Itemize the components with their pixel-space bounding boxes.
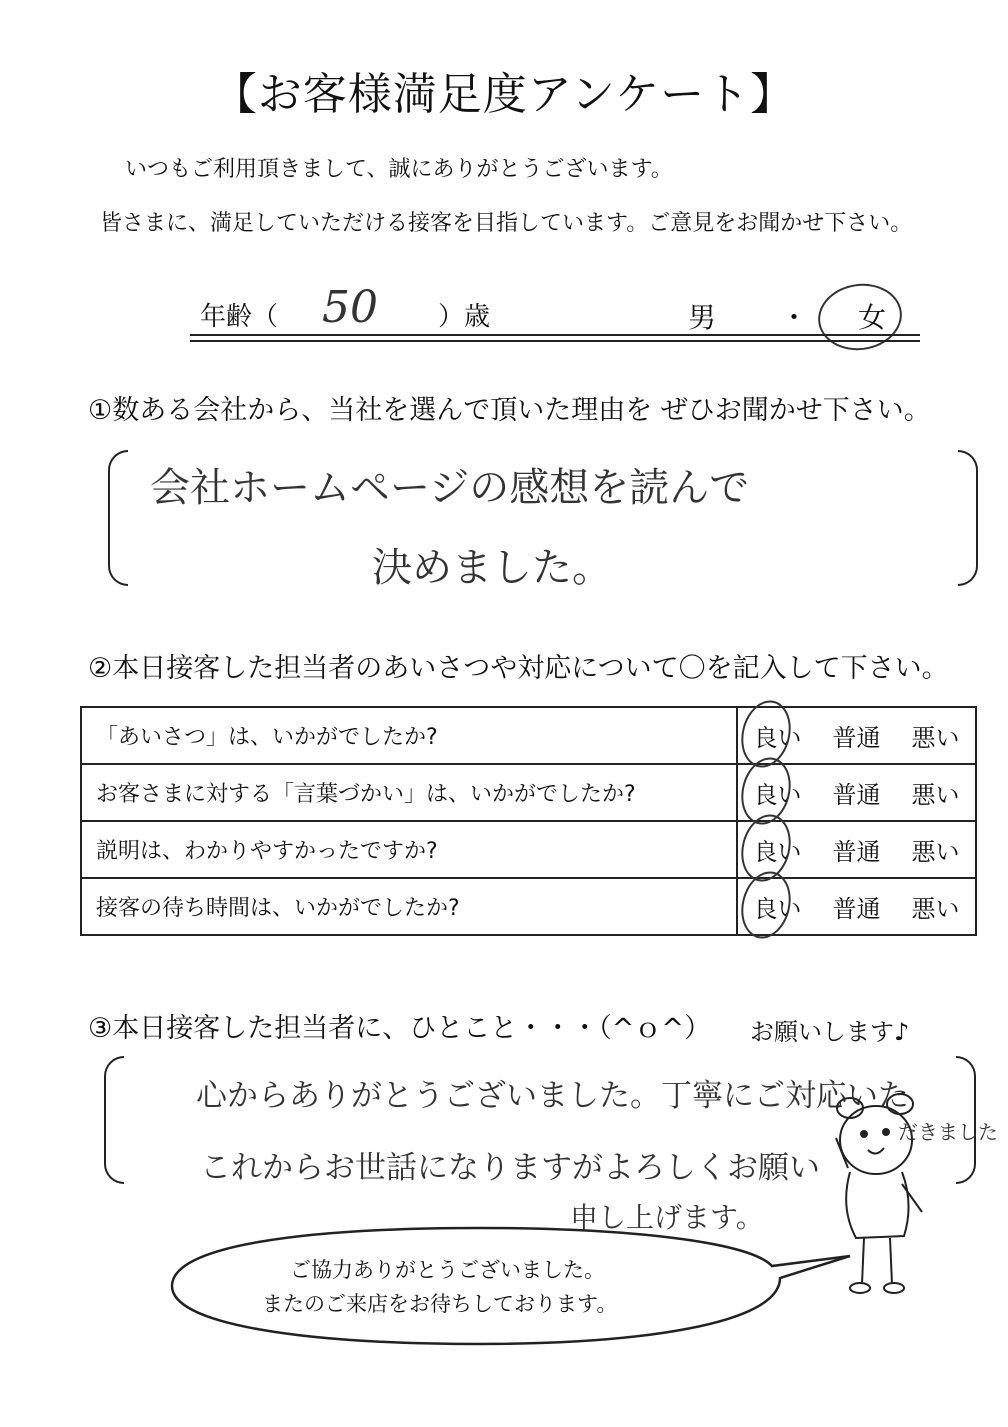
answer-3-left-bracket (104, 1056, 124, 1184)
age-value[interactable]: 50 (322, 282, 378, 333)
option-good[interactable]: 良い (750, 832, 806, 867)
option-bad[interactable]: 悪い (911, 838, 960, 866)
gender-selection-circle (814, 278, 906, 355)
answer-3-line-2[interactable]: だきました (898, 1120, 998, 1144)
closing-line-2: またのご来店をお待ちしております。 (262, 1292, 618, 1316)
option-normal[interactable]: 普通 (832, 895, 881, 923)
profile-underline-1 (190, 334, 920, 336)
request-text: お願いします♪ (750, 1018, 910, 1046)
option-good[interactable]: 良い (750, 718, 806, 753)
option-bad[interactable]: 悪い (911, 781, 960, 809)
option-good[interactable]: 良い (750, 889, 806, 924)
rating-question: 接客の待ち時間は、いかがでしたか? (81, 878, 737, 935)
option-bad[interactable]: 悪い (911, 724, 960, 752)
closing-line-1: ご協力ありがとうございました。 (290, 1258, 605, 1282)
gender-separator: ・ (780, 301, 809, 334)
question-1-label: ①数ある会社から、当社を選んで頂いた理由を ぜひお聞かせ下さい。 (88, 395, 931, 426)
gender-female[interactable]: 女 (858, 301, 887, 334)
question-3-label: ③本日接客した担当者に、ひとこと・・・（^ｏ^） (88, 1013, 711, 1044)
rating-question: 説明は、わかりやすかったですか? (81, 821, 737, 878)
rating-row-explanation (81, 821, 976, 878)
option-normal[interactable]: 普通 (832, 781, 881, 809)
age-suffix: ）歳 (438, 302, 491, 332)
age-label: 年齢（ (200, 302, 279, 332)
answer-3-line-1[interactable]: 心からありがとうございました。丁寧にご対応いた (196, 1078, 909, 1114)
answer-1-line-1[interactable]: 会社ホームページの感想を読んで (150, 465, 750, 511)
answer-3-line-3[interactable]: これからお世話になりますがよろしくお願い (200, 1150, 820, 1186)
profile-underline-2 (190, 340, 920, 342)
option-good[interactable]: 良い (750, 775, 806, 810)
gender-male[interactable]: 男 (688, 301, 717, 334)
answer-1-left-bracket (108, 450, 128, 586)
rating-row-language (81, 764, 976, 821)
option-normal[interactable]: 普通 (832, 838, 881, 866)
rating-table (80, 706, 977, 936)
option-normal[interactable]: 普通 (832, 724, 881, 752)
rating-question: 「あいさつ」は、いかがでしたか? (81, 707, 737, 764)
intro-line-1: いつもご利用頂きまして、誠にありがとうございます。 (125, 157, 673, 182)
option-bad[interactable]: 悪い (911, 895, 960, 923)
answer-1-line-2[interactable]: 決めました。 (372, 545, 612, 591)
survey-title: 【お客様満足度アンケート】 (212, 69, 796, 120)
rating-question: お客さまに対する「言葉づかい」は、いかがでしたか? (81, 764, 737, 821)
intro-line-2: 皆さまに、満足していただける接客を目指しています。ご意見をお聞かせ下さい。 (100, 211, 913, 236)
rating-row-greeting (81, 707, 976, 764)
answer-1-right-bracket (958, 450, 978, 586)
question-2-label: ②本日接客した担当者のあいさつや対応について〇を記入して下さい。 (88, 653, 949, 684)
mascot-illustration (830, 1088, 980, 1348)
answer-3-line-4[interactable]: 申し上げます。 (570, 1201, 764, 1234)
rating-row-wait-time (81, 878, 976, 935)
